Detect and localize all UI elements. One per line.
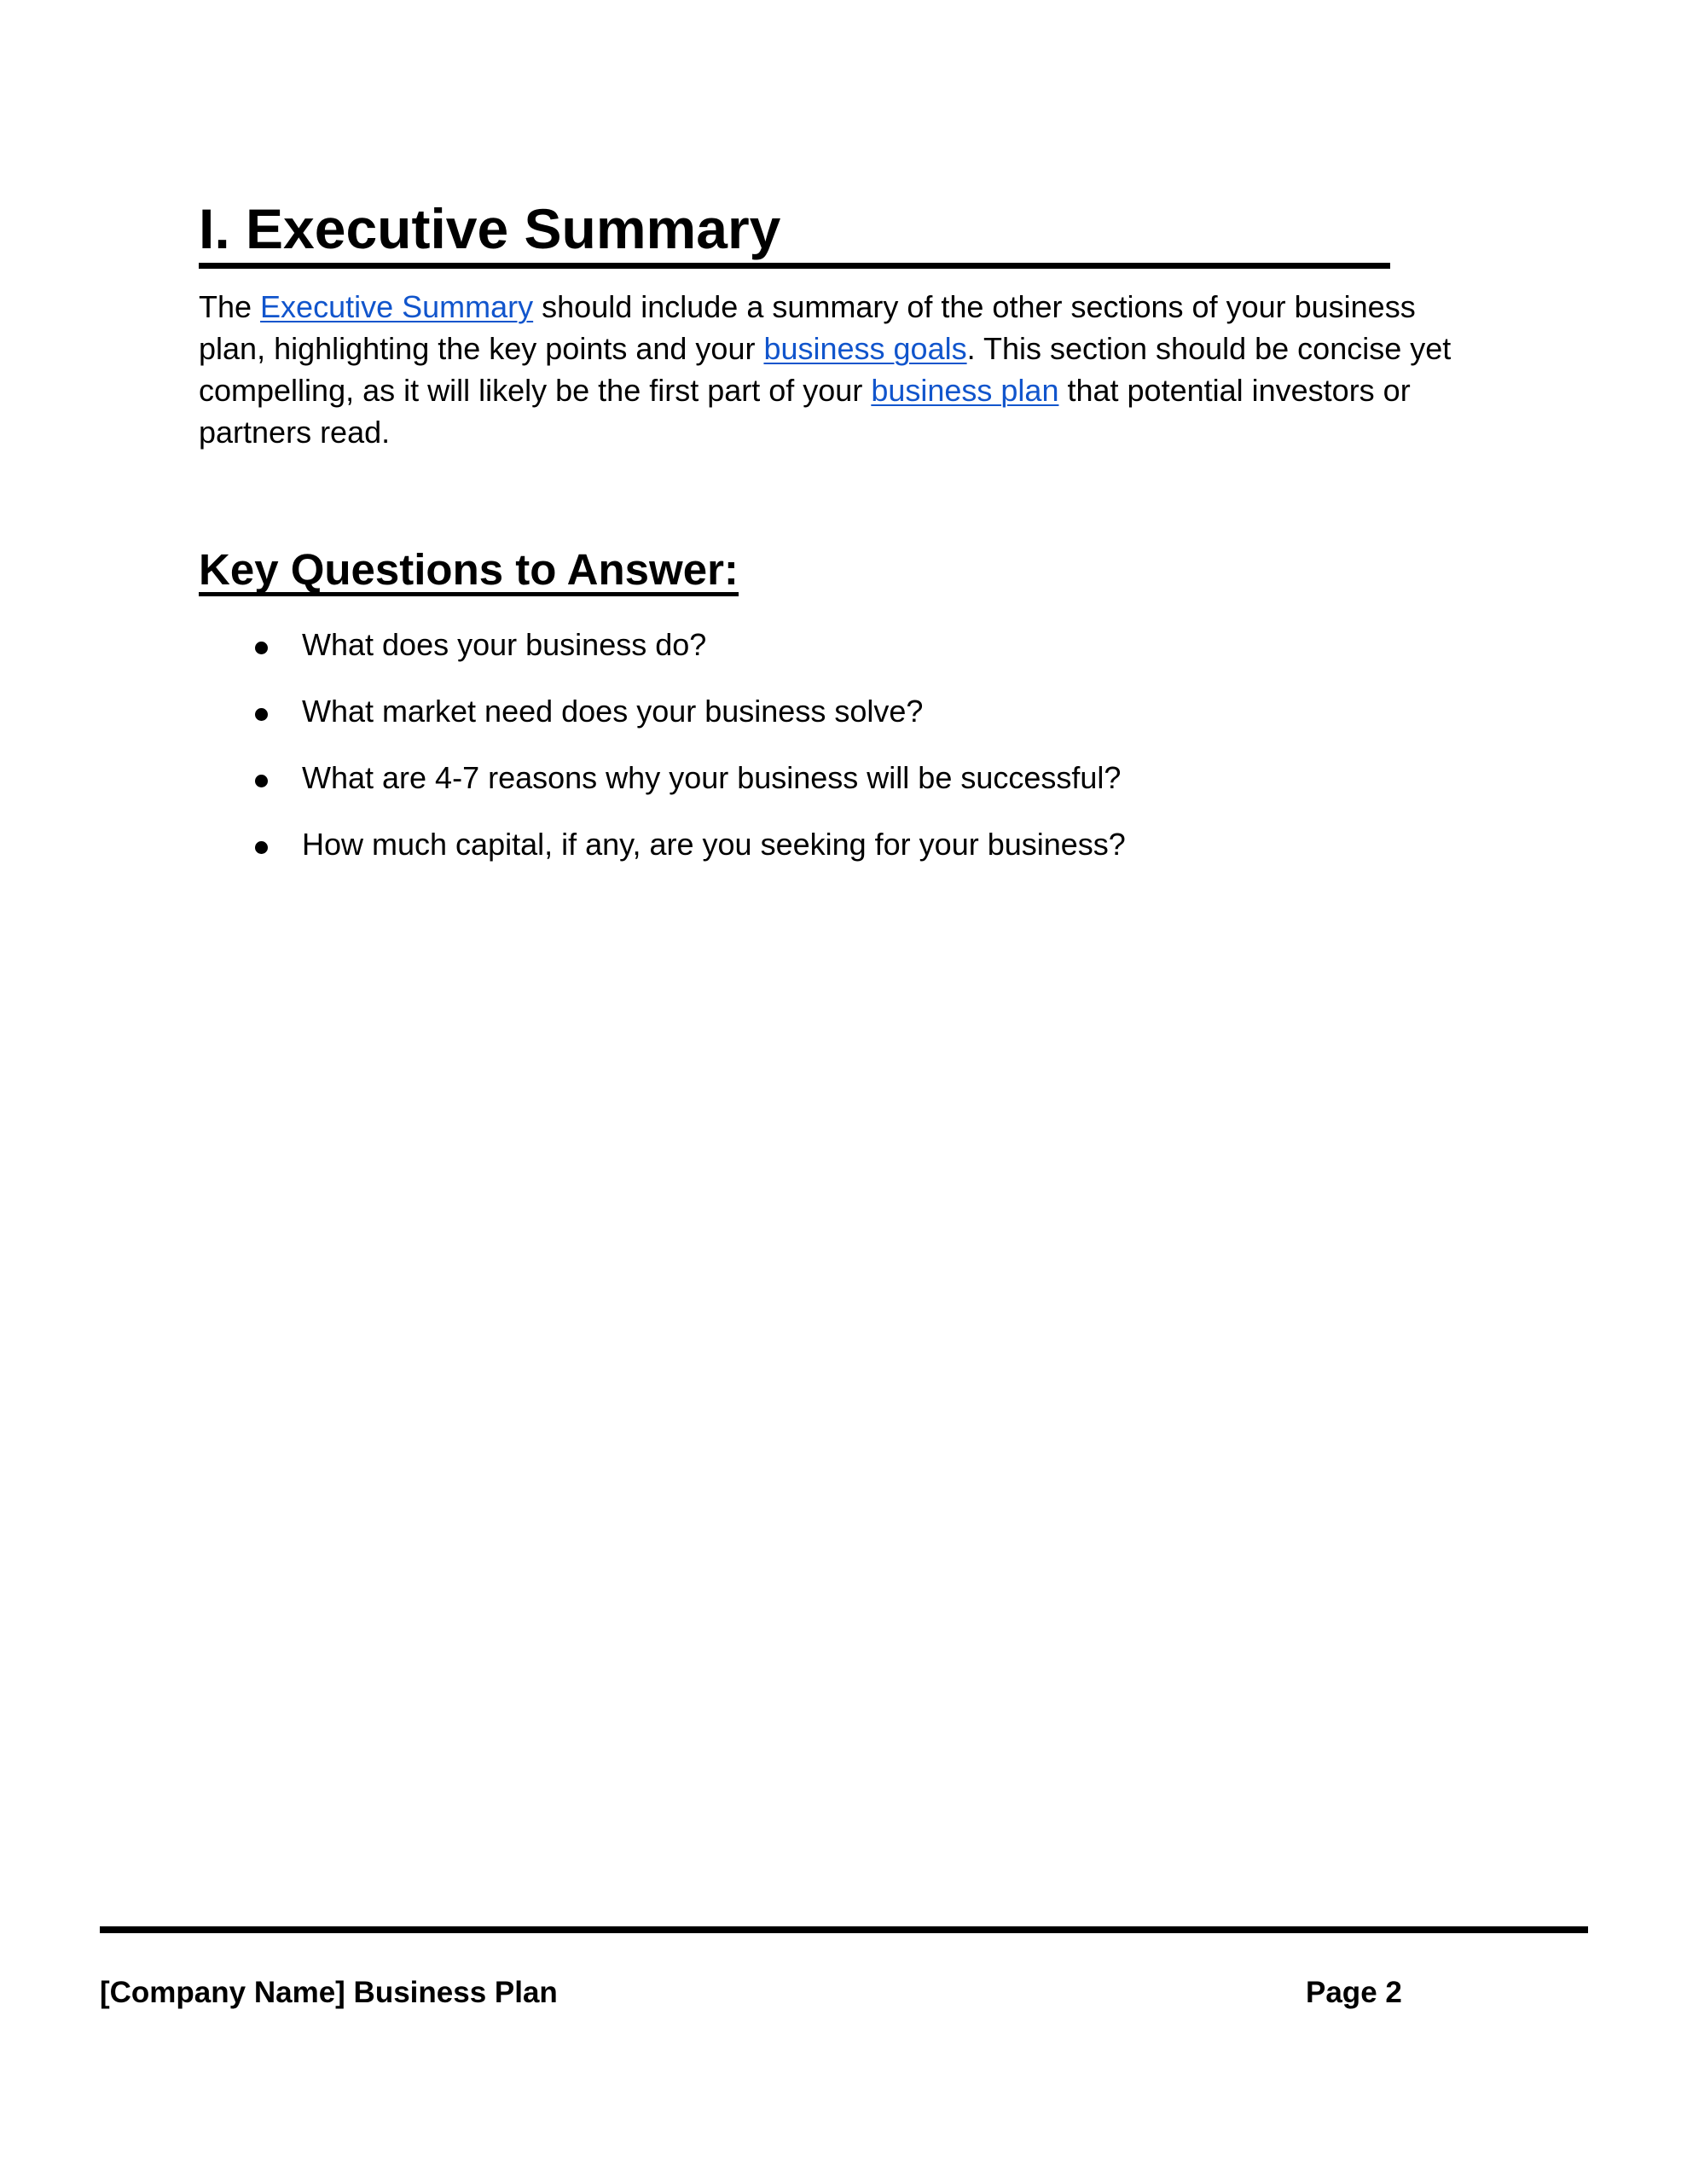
bullet-icon [255,642,268,654]
intro-paragraph [199,286,1488,453]
intro-text-segment: should include a summary of the other sections of your business plan, highlighting the key points and your [199,289,1416,366]
footer-page-number: Page 2 [1306,1976,1402,2009]
list-item [302,757,1488,799]
footer-divider [100,1926,1588,1933]
list-item-text: How much capital, if any, are you seeking for your business? [302,827,1126,862]
key-questions-heading [199,545,1488,596]
footer-document-title: [Company Name] Business Plan [100,1976,558,2009]
list-item-text: What does your business do? [302,627,707,662]
intro-text-segment: The [199,289,261,324]
key-questions-heading-text: Key Questions to Answer: [199,548,739,596]
link-executive-summary[interactable]: Executive Summary [260,289,534,324]
bullet-icon [255,775,268,787]
section-title: I. Executive Summary [199,197,781,260]
document-content [199,0,1488,890]
section-title-underline [199,198,1390,269]
intro-text-segment: . This section should be concise yet compelling, as it will likely be the first part of your [199,331,1452,408]
intro-text-segment: that potential investors or partners read. [199,373,1411,450]
key-questions-list [199,624,1488,865]
bullet-icon [255,841,268,854]
bullet-icon [255,708,268,721]
list-item [302,823,1488,865]
list-item [302,690,1488,732]
link-business-goals[interactable]: business goals [763,331,967,366]
list-item [302,624,1488,665]
list-item-text: What are 4-7 reasons why your business will be successful? [302,760,1122,795]
list-item-text: What market need does your business solve? [302,694,924,729]
link-business-plan[interactable]: business plan [871,373,1059,408]
